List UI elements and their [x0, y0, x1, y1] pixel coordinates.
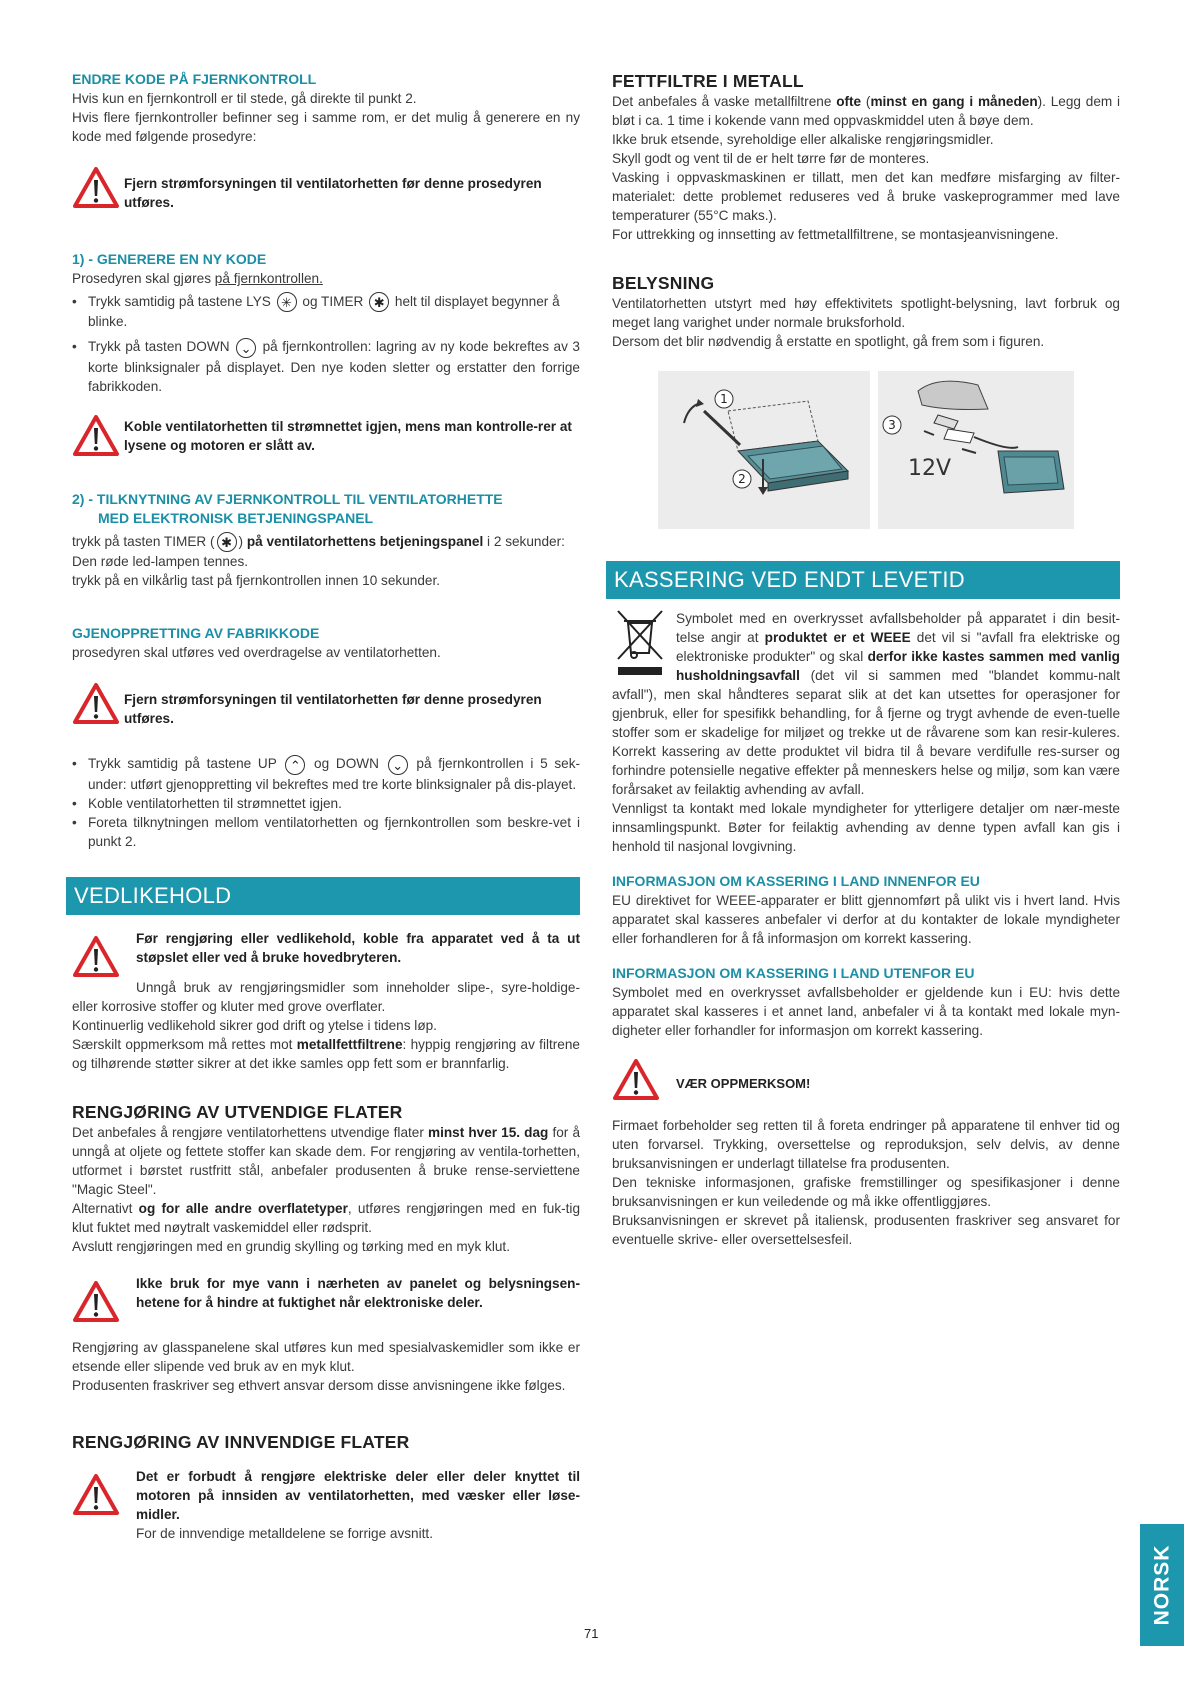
- text-exterior-cleaning: Det anbefales å rengjøre ventilatorhettens utvendige flater minst hver 15. dag for å unngå at oljete og fettete stoffer kan skade dem. For rengjøring av ventila-torhetten, utformet i børstet rustfritt stål, anbefaler produsenten å bruke rense-serviettene "Magic Steel".: [72, 1124, 581, 1197]
- warning-text: Før rengjøring eller vedlikehold, koble fra apparatet ved å ta ut støpslet eller ved å bruke hovedbryteren.: [136, 930, 580, 965]
- warning-attention: [612, 1058, 1120, 1102]
- warning-text: Det er forbudt å rengjøre elektriske deler eller deler knyttet til motoren på innsiden av ventilatorhetten, med væsker eller løse-midler.: [136, 1468, 580, 1522]
- text-filter-removal: For uttrekking og innsetting av fettmetallfiltrene, se montasjeanvisningene.: [612, 227, 1059, 242]
- text-replace-spot: Dersom det blir nødvendig å erstatte en spotlight, gå frem som i figuren.: [612, 334, 1045, 349]
- text-lighting: Ventilatorhetten utstyrt med høy effektivitets spotlight-belysning, lavt forbruk og meget lang varighet under normale bruksforhold.: [612, 296, 1120, 330]
- text-disclaimer: Produsenten fraskriver seg ethvert ansvar dersom disse anvisningene ikke følges.: [72, 1377, 566, 1393]
- spotlight-removal-illustration: [658, 371, 870, 529]
- timer-key-icon: ✱: [217, 532, 237, 552]
- warning-icon: [72, 1280, 120, 1324]
- warning-interior: [72, 1467, 580, 1543]
- text-factory-reset: prosedyren skal utføres ved overdragelse av ventilatorhetten.: [72, 645, 441, 661]
- warning-icon: [72, 1473, 120, 1517]
- text-maintenance: Kontinuerlig vedlikehold sikrer god drift og ytelse i tidens løp.: [72, 1017, 437, 1033]
- up-key-icon: ⌃: [285, 755, 305, 775]
- left-column: [72, 70, 580, 1543]
- text-glass: Rengjøring av glasspanelene skal utføres kun med spesialvaskemidler som ikke er etsende eller slipende ved bruk av en myk klut.: [72, 1339, 580, 1374]
- text-italian-original: Bruksanvisningen er skrevet på italiensk, produsenten fraskriver seg ansvaret for eventuelle skrive- eller oversettelsesfeil.: [612, 1213, 1120, 1247]
- heading-innvendige: RENGJØRING AV INNVENDIGE FLATER: [72, 1431, 410, 1452]
- right-column: [612, 70, 1120, 1249]
- warning-text: VÆR OPPMERKSOM!: [676, 1076, 811, 1091]
- warning-remove-power: [72, 166, 580, 212]
- timer-key-icon: ✱: [369, 292, 389, 312]
- heading-tilknytning: 2) - TILKNYTNING AV FJERNKONTROLL TIL VENTILATORHETTE: [72, 490, 503, 507]
- heading-fabrikkode: GJENOPPRETTING AV FABRIKKODE: [72, 625, 320, 642]
- text-rinse: Skyll godt og vent til de er helt tørre før de monteres.: [612, 151, 930, 166]
- list-item: • Trykk samtidig på tastene LYS ✳ og TIMER ✱ helt til displayet begynner å blinke.: [72, 292, 580, 331]
- warning-icon: [612, 1058, 660, 1102]
- warning-text: Fjern strømforsyningen til ventilatorhetten før denne prosedyren utføres.: [124, 692, 542, 727]
- text-filter-wash: Det anbefales å vaske metallfiltrene ofte (minst en gang i måneden). Legg dem i bløt i ca. 1 time i kokende vann med oppvaskmiddel uten å bøye dem.: [612, 94, 1121, 128]
- weee-bin-icon: [612, 609, 668, 679]
- section-banner-kassering: KASSERING VED ENDT LEVETID: [606, 561, 1120, 599]
- warning-icon: [72, 166, 120, 210]
- text-no-acids: Ikke bruk etsende, syreholdige eller alkaliske rengjøringsmidler.: [612, 132, 994, 147]
- warning-maintenance: [72, 929, 580, 979]
- down-key-icon: ⌄: [236, 338, 256, 358]
- warning-text: Ikke bruk for mye vann i nærheten av panelet og belysningsen-hetene for å hindre at fuktighet når elektroniske deler.: [136, 1275, 580, 1310]
- heading-belysning: BELYSNING: [612, 273, 715, 293]
- language-tab: [1140, 1524, 1184, 1646]
- heading-utvendige: RENGJØRING AV UTVENDIGE FLATER: [72, 1101, 403, 1122]
- figure-step-1: 1: [720, 392, 728, 406]
- text-dishwasher: Vasking i oppvaskmaskinen er tillatt, men det kan medføre misfarging av filter-materialet: dette problemet reduseres ved å bruke vaskeprogrammer med lave temperaturer (55°C maks.).: [612, 170, 1120, 223]
- heading-endre-kode: ENDRE KODE PÅ FJERNKONTROLL: [72, 71, 317, 87]
- heading-eu-disposal: INFORMASJON OM KASSERING I LAND INNENFOR EU: [612, 873, 980, 889]
- heading-tilknytning-line2: MED ELEKTRONISK BETJENINGSPANEL: [98, 509, 374, 526]
- light-key-icon: ✳: [277, 292, 297, 312]
- warning-text: Koble ventilatorhetten til strømnettet igjen, mens man kontrolle-rer at lysene og motoren er slått av.: [124, 418, 572, 453]
- text-contact-authorities: Vennligst ta kontakt med lokale myndigheter for ytterligere detaljer om nær-meste innsamlingspunkt. Bøter for feilaktig avhending av denne typen avfall kan gis i henhold til nasjonal lovgivning.: [612, 801, 1120, 854]
- text-press-any-key: trykk på en vilkårlig tast på fjernkontrollen innen 10 sekunder.: [72, 573, 440, 589]
- text-single-remote: Hvis kun en fjernkontroll er til stede, gå direkte til punkt 2.: [72, 91, 417, 106]
- figure-voltage-label: 12V: [908, 456, 952, 481]
- text-company-reserves: Firmaet forbeholder seg retten til å foreta endringer på apparatene til enhver tid og uten forvarsel. Trykking, oversettelse og reproduksjon, selv delvis, av denne bruksanvisningen er underlagt tillatelse fra produsenten.: [612, 1118, 1120, 1171]
- down-key-icon: ⌄: [388, 755, 408, 775]
- bullet-list-generate: [72, 292, 580, 396]
- figure-spotlight-replacement: [612, 371, 1120, 531]
- page-number: 71: [584, 1626, 599, 1641]
- text-filters-attention: Særskilt oppmerksom må rettes mot metallfettfiltrene: hyppig rengjøring av filtrene og tilhørende støtter sikrer at det ikke samles opp fett som er brannfarlig.: [72, 1036, 580, 1071]
- figure-step-2: 2: [738, 472, 746, 486]
- text-weee-symbol: Symbolet med en overkrysset avfallsbeholder på apparatet i din besit-telse angir at produktet er et WEEE det vil si "avfall fra elektriske og elektroniske produkter" og skal derfor ikke kastes sammen med vanlig husholdningsavfall (det vil si sammen med "blandet kommu-nalt avfall"), men skal håndteres separat slik at det kan utsettes for operasjoner for gjenbruk, eller for spesifikk behandling, for å fjerne og trygt avhende de even-tuelle stoffer som er skadelige for miljøet og trekke ut de råvarene som kan resir-kuleres. Korrekt kassering av dette produktet vil bidra til å bevare verdifulle res-surser og forhindre potensielle negative effekter på menneskers helse og miljø, som kan være forårsaket av feilaktig avhending av avfall.: [612, 611, 1121, 797]
- warning-text: Fjern strømforsyningen til ventilatorhetten før denne prosedyren utføres.: [124, 176, 542, 210]
- warning-reconnect: [72, 414, 580, 458]
- heading-generere-kode: 1) - GENERERE EN NY KODE: [72, 251, 267, 267]
- text-finish: Avslutt rengjøringen med en grundig skylling og tørking med en myk klut.: [72, 1238, 510, 1254]
- text-procedure: Prosedyren skal gjøres på fjernkontrollen.: [72, 271, 323, 286]
- list-item: • Foreta tilknytningen mellom ventilatorhetten og fjernkontrollen som beskre-vet i punkt 2.: [72, 813, 580, 851]
- list-item: • Trykk samtidig på tastene UP ⌃ og DOWN ⌄ på fjernkontrollen i 5 sek-under: utført gjenoppretting vil bekreftes med tre korte blinksignaler på dis-playet.: [72, 754, 580, 793]
- spotlight-connector-illustration: [878, 371, 1074, 529]
- list-item: • Trykk på tasten DOWN ⌄ på fjernkontrollen: lagring av ny kode bekreftes av 3 korte blinksignaler på displayet. Den nye koden sletter og erstatter den forrige fabrikkoden.: [72, 337, 580, 395]
- language-tab-label: NORSK: [1150, 1544, 1174, 1626]
- heading-noneu-disposal: INFORMASJON OM KASSERING I LAND UTENFOR EU: [612, 965, 975, 981]
- warning-text-abrasive: Unngå bruk av rengjøringsmidler som inneholder slipe-, syre-holdige- eller korrosive stoffer og kluter med grove overflater.: [72, 979, 580, 1014]
- warning-water: [72, 1274, 580, 1324]
- heading-fettfiltre: FETTFILTRE I METALL: [612, 71, 804, 91]
- warning-icon: [72, 414, 120, 458]
- text-multiple-remotes: Hvis flere fjernkontroller befinner seg i samme rom, er det mulig å generere en ny kode med følgende prosedyre:: [72, 110, 580, 144]
- bullet-list-factory: [72, 754, 580, 850]
- weee-section: [612, 609, 1120, 799]
- text-interior-metal: For de innvendige metalldelene se forrige avsnitt.: [136, 1525, 433, 1541]
- warning-remove-power-2: [72, 682, 580, 728]
- text-alternative: Alternativt og for alle andre overflatetyper, utføres rengjøringen med en fuk-tig klut fuktet med nøytralt vaskemiddel eller rødsprit.: [72, 1200, 581, 1235]
- section-banner-vedlikehold: VEDLIKEHOLD: [66, 877, 580, 915]
- text-noneu-disposal: Symbolet med en overkrysset avfallsbeholder er gjeldende kun i EU: hvis dette apparatet skal kasseres i et annet land, anbefaler vi å ta kontakt med lokale myn-digheter eller forhandler for informasjon om korrekt kassering.: [612, 985, 1120, 1038]
- warning-icon: [72, 935, 120, 979]
- text-eu-disposal: EU direktivet for WEEE-apparater er blitt gjennomført på ulikt vis i hvert land. Hvis apparatet skal kasseres anbefaler vi derfor at du kontakter de lokale myndigheter eller forhandleren for å få informasjon om korrekt kassering.: [612, 893, 1120, 946]
- figure-step-3: 3: [888, 418, 896, 432]
- text-led-on: Den røde led-lampen tennes.: [72, 554, 249, 570]
- warning-icon: [72, 682, 120, 726]
- text-press-timer: trykk på tasten TIMER ( ✱ ) på ventilatorhettens betjeningspanel i 2 sekunder:: [72, 533, 565, 551]
- list-item: • Koble ventilatorhetten til strømnettet igjen.: [72, 794, 580, 813]
- text-technical-info: Den tekniske informasjonen, grafiske fremstillinger og spesifikasjoner i denne bruksanvisningen er kun veiledende og må ikke offentliggjøres.: [612, 1175, 1120, 1209]
